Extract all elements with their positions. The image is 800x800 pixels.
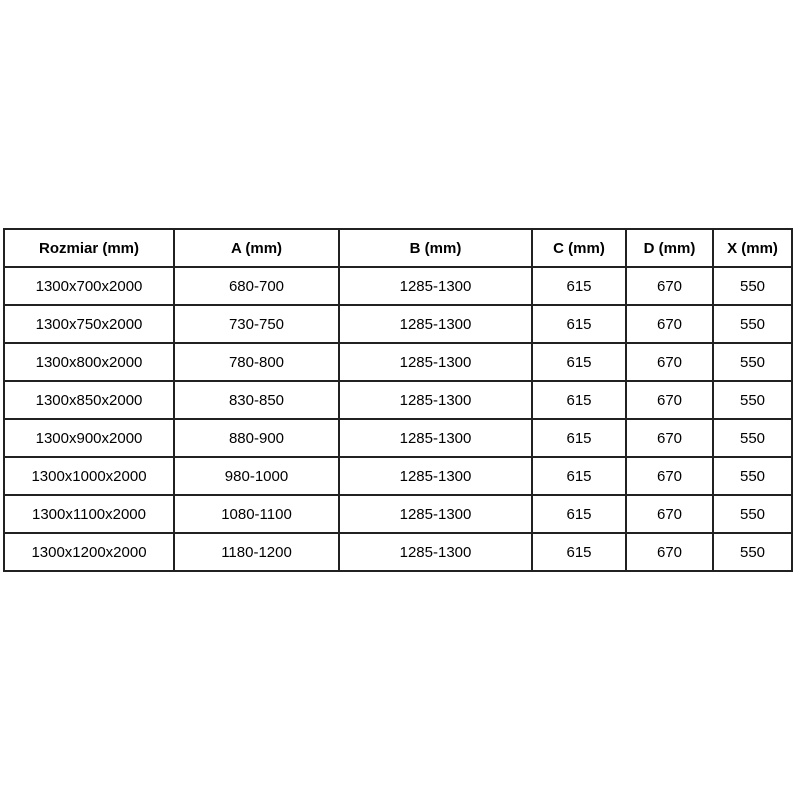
table-cell: 550 [713,533,792,571]
dimensions-spec-table [3,228,793,572]
column-header-x: X (mm) [713,229,792,267]
table-cell: 1300x700x2000 [4,267,174,305]
table-cell: 1285-1300 [339,267,532,305]
table-cell: 550 [713,457,792,495]
table-row [4,457,792,495]
column-header-d: D (mm) [626,229,713,267]
table-cell: 1300x1000x2000 [4,457,174,495]
table-cell: 550 [713,381,792,419]
table-cell: 615 [532,343,626,381]
table-cell: 550 [713,305,792,343]
table-cell: 830-850 [174,381,339,419]
column-header-rozmiar: Rozmiar (mm) [4,229,174,267]
table-cell: 550 [713,267,792,305]
table-cell: 1285-1300 [339,533,532,571]
table-cell: 1300x800x2000 [4,343,174,381]
table-cell: 1285-1300 [339,305,532,343]
table-cell: 1285-1300 [339,457,532,495]
table-row [4,343,792,381]
table-row [4,267,792,305]
table-cell: 1300x850x2000 [4,381,174,419]
table-cell: 730-750 [174,305,339,343]
table-row [4,495,792,533]
table-cell: 680-700 [174,267,339,305]
table-cell: 670 [626,381,713,419]
table-cell: 670 [626,533,713,571]
table-cell: 1080-1100 [174,495,339,533]
table-cell: 1285-1300 [339,381,532,419]
table-cell: 615 [532,381,626,419]
column-header-b: B (mm) [339,229,532,267]
table-cell: 670 [626,457,713,495]
table-cell: 670 [626,495,713,533]
table-cell: 1285-1300 [339,343,532,381]
table-cell: 615 [532,495,626,533]
table-cell: 550 [713,419,792,457]
table-cell: 615 [532,305,626,343]
table-cell: 1300x900x2000 [4,419,174,457]
table-cell: 670 [626,305,713,343]
column-header-c: C (mm) [532,229,626,267]
table-cell: 1300x1200x2000 [4,533,174,571]
table-cell: 670 [626,419,713,457]
table-cell: 615 [532,533,626,571]
table-cell: 1300x750x2000 [4,305,174,343]
table-cell: 1285-1300 [339,495,532,533]
table-row [4,305,792,343]
table-cell: 880-900 [174,419,339,457]
table-cell: 615 [532,419,626,457]
column-header-a: A (mm) [174,229,339,267]
table-cell: 980-1000 [174,457,339,495]
table-cell: 615 [532,267,626,305]
table-cell: 670 [626,343,713,381]
table-row [4,533,792,571]
table-header-row [4,229,792,267]
table-cell: 670 [626,267,713,305]
table-cell: 1300x1100x2000 [4,495,174,533]
table-cell: 1285-1300 [339,419,532,457]
table-cell: 780-800 [174,343,339,381]
table-row [4,381,792,419]
table-cell: 550 [713,495,792,533]
table-cell: 550 [713,343,792,381]
table-row [4,419,792,457]
table-cell: 615 [532,457,626,495]
table-cell: 1180-1200 [174,533,339,571]
